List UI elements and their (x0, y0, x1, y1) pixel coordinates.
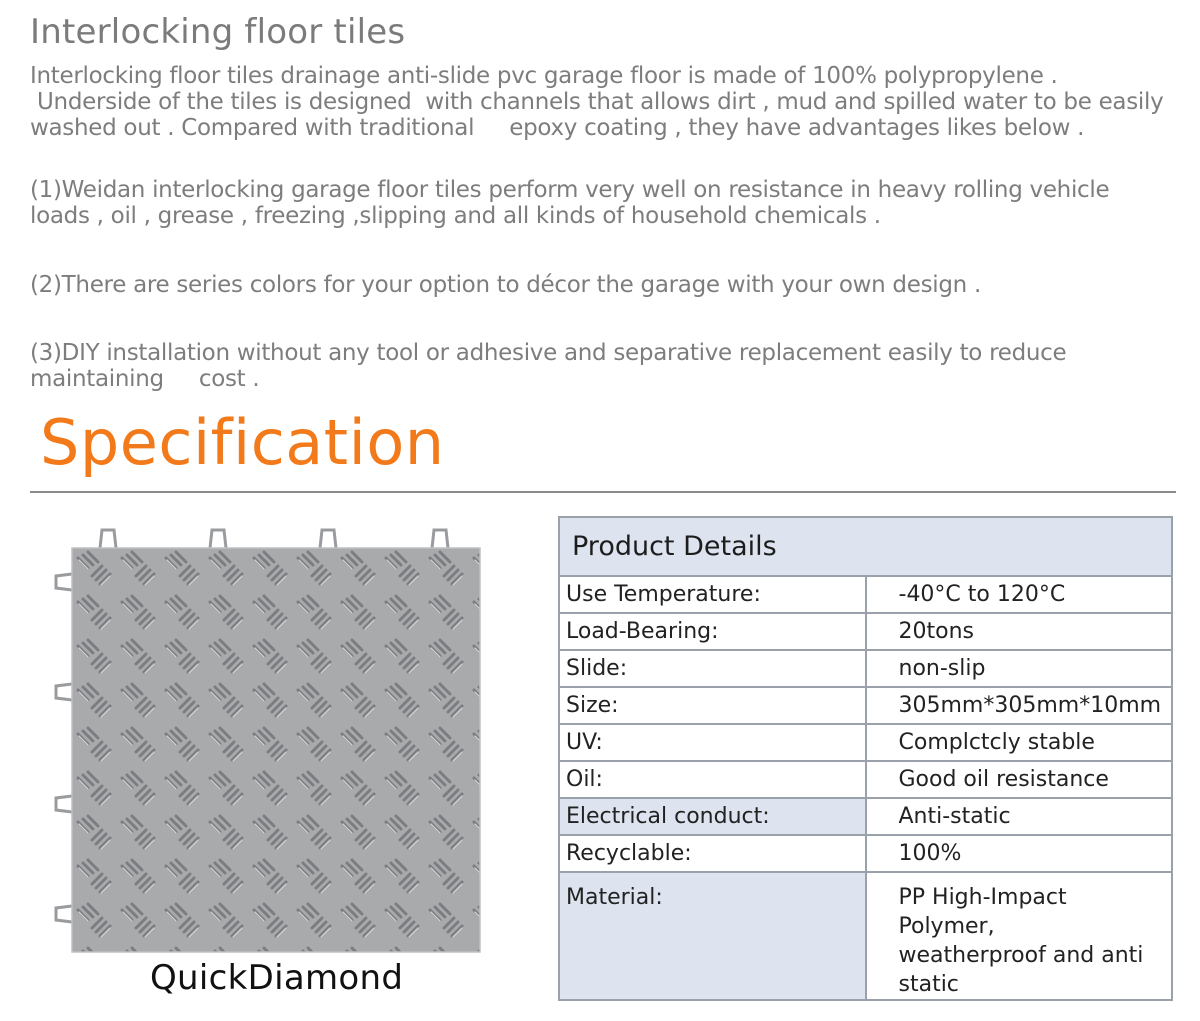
row-label: Recyclable: (559, 835, 866, 872)
product-tile-image (48, 524, 488, 956)
row-label: UV: (559, 724, 866, 761)
row-value: 100% (866, 835, 1173, 872)
product-name-caption: QuickDiamond (150, 958, 404, 998)
row-value: PP High-Impact Polymer, weatherproof and anti static (866, 872, 1173, 1000)
table-row (559, 613, 1172, 650)
row-label: Load-Bearing: (559, 613, 866, 650)
table-row (559, 576, 1172, 613)
row-label: Material: (559, 872, 866, 1000)
table-row (559, 798, 1172, 835)
section-divider (30, 491, 1176, 493)
row-value: -40°C to 120°C (866, 576, 1173, 613)
row-value: Anti-static (866, 798, 1173, 835)
diamond-plate-tile-icon (48, 524, 488, 956)
table-row (559, 687, 1172, 724)
row-value: Complctcly stable (866, 724, 1173, 761)
row-value: 20tons (866, 613, 1173, 650)
table-row (559, 761, 1172, 798)
row-label: Electrical conduct: (559, 798, 866, 835)
table-row (559, 835, 1172, 872)
feature-point-1: (1)Weidan interlocking garage floor tiles perform very well on resistance in heavy rolling vehicle loads , oil , grease , freezing ,slipping and all kinds of household chemicals . (30, 177, 1110, 229)
table-row (559, 872, 1172, 1000)
row-label: Slide: (559, 650, 866, 687)
page-title: Interlocking floor tiles (30, 12, 406, 52)
row-label: Size: (559, 687, 866, 724)
product-details-table (558, 516, 1173, 1001)
table-row (559, 650, 1172, 687)
feature-point-3: (3)DIY installation without any tool or adhesive and separative replacement easily to reduce maintaining cost . (30, 340, 1067, 392)
feature-point-2: (2)There are series colors for your option to décor the garage with your own design . (30, 272, 981, 298)
table-header: Product Details (559, 517, 1172, 576)
row-label: Use Temperature: (559, 576, 866, 613)
intro-paragraph: Interlocking floor tiles drainage anti-slide pvc garage floor is made of 100% polypropylene . Underside of the tiles is designed with channels that allows dirt , mud and spilled water to be easily washed out . Compared with traditional epoxy coating , they have advantages likes below . (30, 63, 1164, 141)
row-value: non-slip (866, 650, 1173, 687)
row-label: Oil: (559, 761, 866, 798)
row-value: 305mm*305mm*10mm (866, 687, 1173, 724)
table-row (559, 724, 1172, 761)
row-value: Good oil resistance (866, 761, 1173, 798)
specification-heading: Specification (40, 406, 445, 479)
